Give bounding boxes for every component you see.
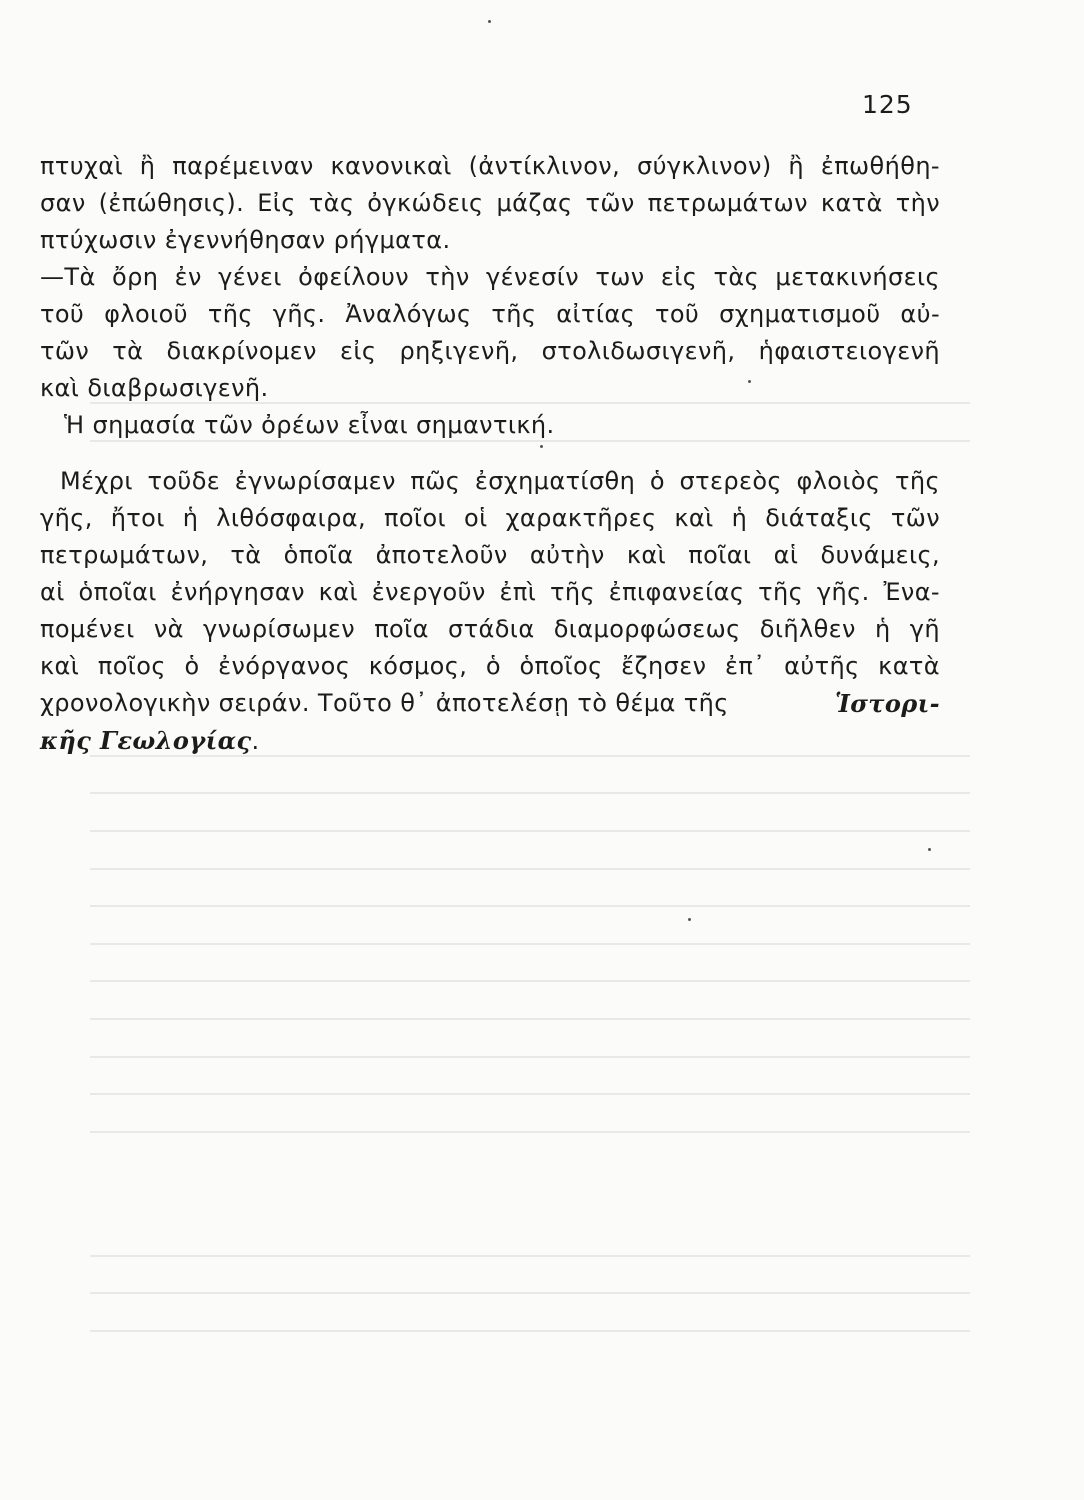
page-number: 125 (862, 90, 913, 119)
text-line (40, 722, 940, 759)
text-line: πομένει νὰ γνωρίσωμεν ποῖα στάδια διαμορφώσεως διῆλθεν ἡ γῆ (40, 615, 940, 643)
text-line: γῆς, ἤτοι ἡ λιθόσφαιρα, ποῖοι οἱ χαρακτῆρες καὶ ἡ διάταξις τῶν (40, 504, 940, 532)
text-line (40, 685, 940, 722)
text-line: —Τὰ ὄρη ἐν γένει ὀφείλουν τὴν γένεσίν των εἰς τὰς μετακινήσεις (40, 263, 940, 291)
text-line: τοῦ φλοιοῦ τῆς γῆς. Ἀναλόγως τῆς αἰτίας τοῦ σχηματισμοῦ αὐ- (40, 300, 940, 328)
text-fragment: . (251, 727, 260, 755)
paragraph-orogenesis (40, 148, 940, 444)
text-line: καὶ διαβρωσιγενῆ. (40, 374, 269, 402)
text-line: καὶ ποῖος ὁ ἐνόργανος κόσμος, ὁ ὁποῖος ἔζησεν ἐπ᾽ αὐτῆς κατὰ (40, 652, 940, 680)
emphasized-term: κῆς Γεωλογίας (40, 726, 252, 755)
text-line: Μέχρι τοῦδε ἐγνωρίσαμεν πῶς ἐσχηματίσθη ὁ στερεὸς φλοιὸς τῆς (60, 467, 940, 495)
emphasized-term: Ἱστορι- (835, 689, 940, 718)
text-fragment: χρονολογικὴν σειράν. Τοῦτο θ᾽ ἀποτελέσῃ τὸ θέμα τῆς (40, 689, 729, 717)
text-line: πτύχωσιν ἐγεννήθησαν ρήγματα. (40, 226, 451, 254)
text-line: πτυχαὶ ἢ παρέμειναν κανονικαὶ (ἀντίκλινον, σύγκλινον) ἢ ἐπωθήθη- (40, 152, 940, 180)
text-line: Ἡ σημασία τῶν ὀρέων εἶναι σημαντική. (64, 411, 555, 439)
text-line: πετρωμάτων, τὰ ὁποῖα ἀποτελοῦν αὐτὴν καὶ ποῖαι αἱ δυνάμεις, (40, 541, 940, 569)
text-line: αἱ ὁποῖαι ἐνήργησαν καὶ ἐνεργοῦν ἐπὶ τῆς ἐπιφανείας τῆς γῆς. Ἐνα- (40, 578, 940, 606)
text-line: σαν (ἐπώθησις). Εἰς τὰς ὀγκώδεις μάζας τῶν πετρωμάτων κατὰ τὴν (40, 189, 940, 217)
paragraph-historical-geology (40, 463, 940, 759)
text-line: τῶν τὰ διακρίνομεν εἰς ρηξιγενῆ, στολιδωσιγενῆ, ἡφαιστειογενῆ (40, 337, 940, 365)
